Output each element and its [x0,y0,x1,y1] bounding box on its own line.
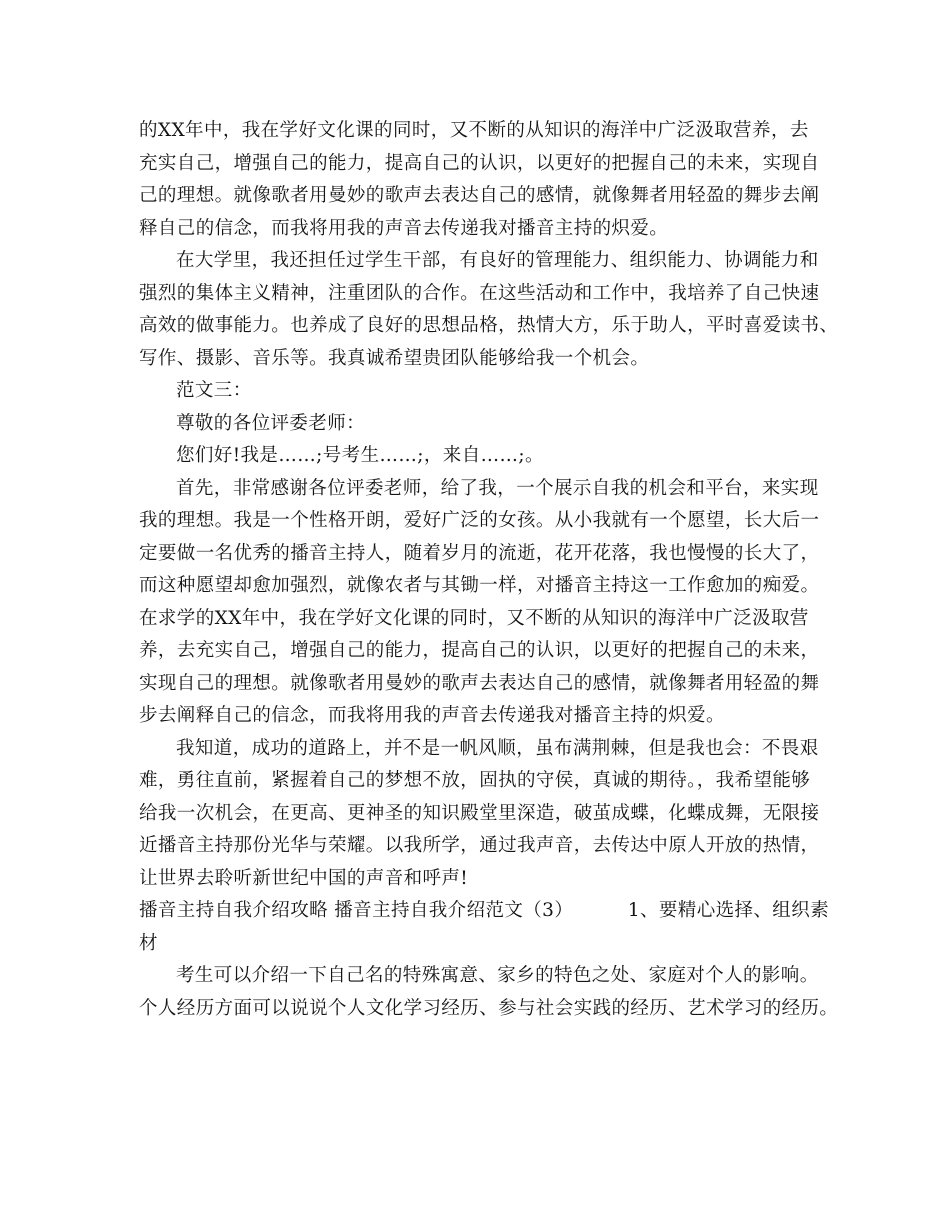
text-line: 高效的做事能力。也养成了良好的思想品格，热情大方，乐于助人，平时喜爱读书、 [139,315,839,336]
text-line: 近播音主持那份光华与荣耀。以我所学，通过我声音，去传达中原人开放的热情， [139,835,820,856]
text-line: 实现自己的理想。就像歌者用曼妙的歌声去表达自己的感情，就像舞者用轻盈的舞 [139,672,820,694]
text-line: 难，勇往直前，紧握着自己的梦想不放，固执的守侯，真诚的期待。，我希望能够 [139,770,811,791]
text-line: 己的理想。就像歌者用曼妙的歌声去表达自己的感情，就像舞者用轻盈的舞步去阐 [139,185,820,206]
text-line: 定要做一名优秀的播音主持人，随着岁月的流逝，花开花落，我也慢慢的长大了， [139,542,820,564]
heading-title: 播音主持自我介绍攻略 播音主持自我介绍范文（3） [139,900,574,921]
text-line: 强烈的集体主义精神，注重团队的合作。在这些活动和工作中，我培养了自己快速 [139,282,820,304]
text-line: 养，去充实自己，增强自己的能力，提高自己的认识，以更好的把握自己的未来， [139,640,820,661]
heading-point: 1、要精心选择、组织素 [627,900,829,921]
salutation: 尊敬的各位评委老师： [176,412,366,434]
text-line: 的XX年中，我在学好文化课的同时，又不断的从知识的海洋中广泛汲取营养，去 [139,120,809,141]
text-line: 写作、摄影、音乐等。我真诚希望贵团队能够给我一个机会。 [139,347,650,369]
text-line: 步去阐释自己的信念，而我将用我的声音去传递我对播音主持的炽爱。 [139,705,725,726]
section-label: 范文三： [176,380,252,401]
text-line: 释自己的信念，而我将用我的声音去传递我对播音主持的炽爱。 [139,217,669,239]
text-line: 我的理想。我是一个性格开朗，爱好广泛的女孩。从小我就有一个愿望，长大后一 [139,510,820,531]
document-body [139,115,839,1025]
text-line: 给我一次机会，在更高、更神圣的知识殿堂里深造，破茧成蝶，化蝶成舞，无限接 [139,802,820,824]
paragraph-first-line: 在大学里，我还担任过学生干部，有良好的管理能力、组织能力、协调能力和 [176,250,819,271]
greeting-line: 您们好!我是……;号考生……;，来自……;。 [176,445,544,466]
text-line: 在求学的XX年中，我在学好文化课的同时，又不断的从知识的海洋中广泛汲取营 [139,607,809,629]
paragraph-first-line: 首先，非常感谢各位评委老师，给了我，一个展示自我的机会和平台，来实现 [176,477,819,499]
section-heading [139,895,829,928]
text-line: 充实自己，增强自己的能力，提高自己的认识，以更好的把握自己的未来，实现自 [139,152,820,174]
text-line: 而这种愿望却愈加强烈，就像农者与其锄一样，对播音主持这一工作愈加的痴爱。 [139,575,820,596]
text-line: 让世界去聆听新世纪中国的声音和呼声! [139,867,469,889]
paragraph-first-line: 考生可以介绍一下自己名的特殊寓意、家乡的特色之处、家庭对个人的影响。 [176,965,819,986]
heading-wrap: 材 [139,932,158,954]
paragraph-first-line: 我知道，成功的道路上，并不是一帆风顺，虽布满荆棘，但是我也会：不畏艰 [176,737,819,759]
text-line: 个人经历方面可以说说个人文化学习经历、参与社会实践的经历、艺术学习的经历。 [139,997,839,1019]
